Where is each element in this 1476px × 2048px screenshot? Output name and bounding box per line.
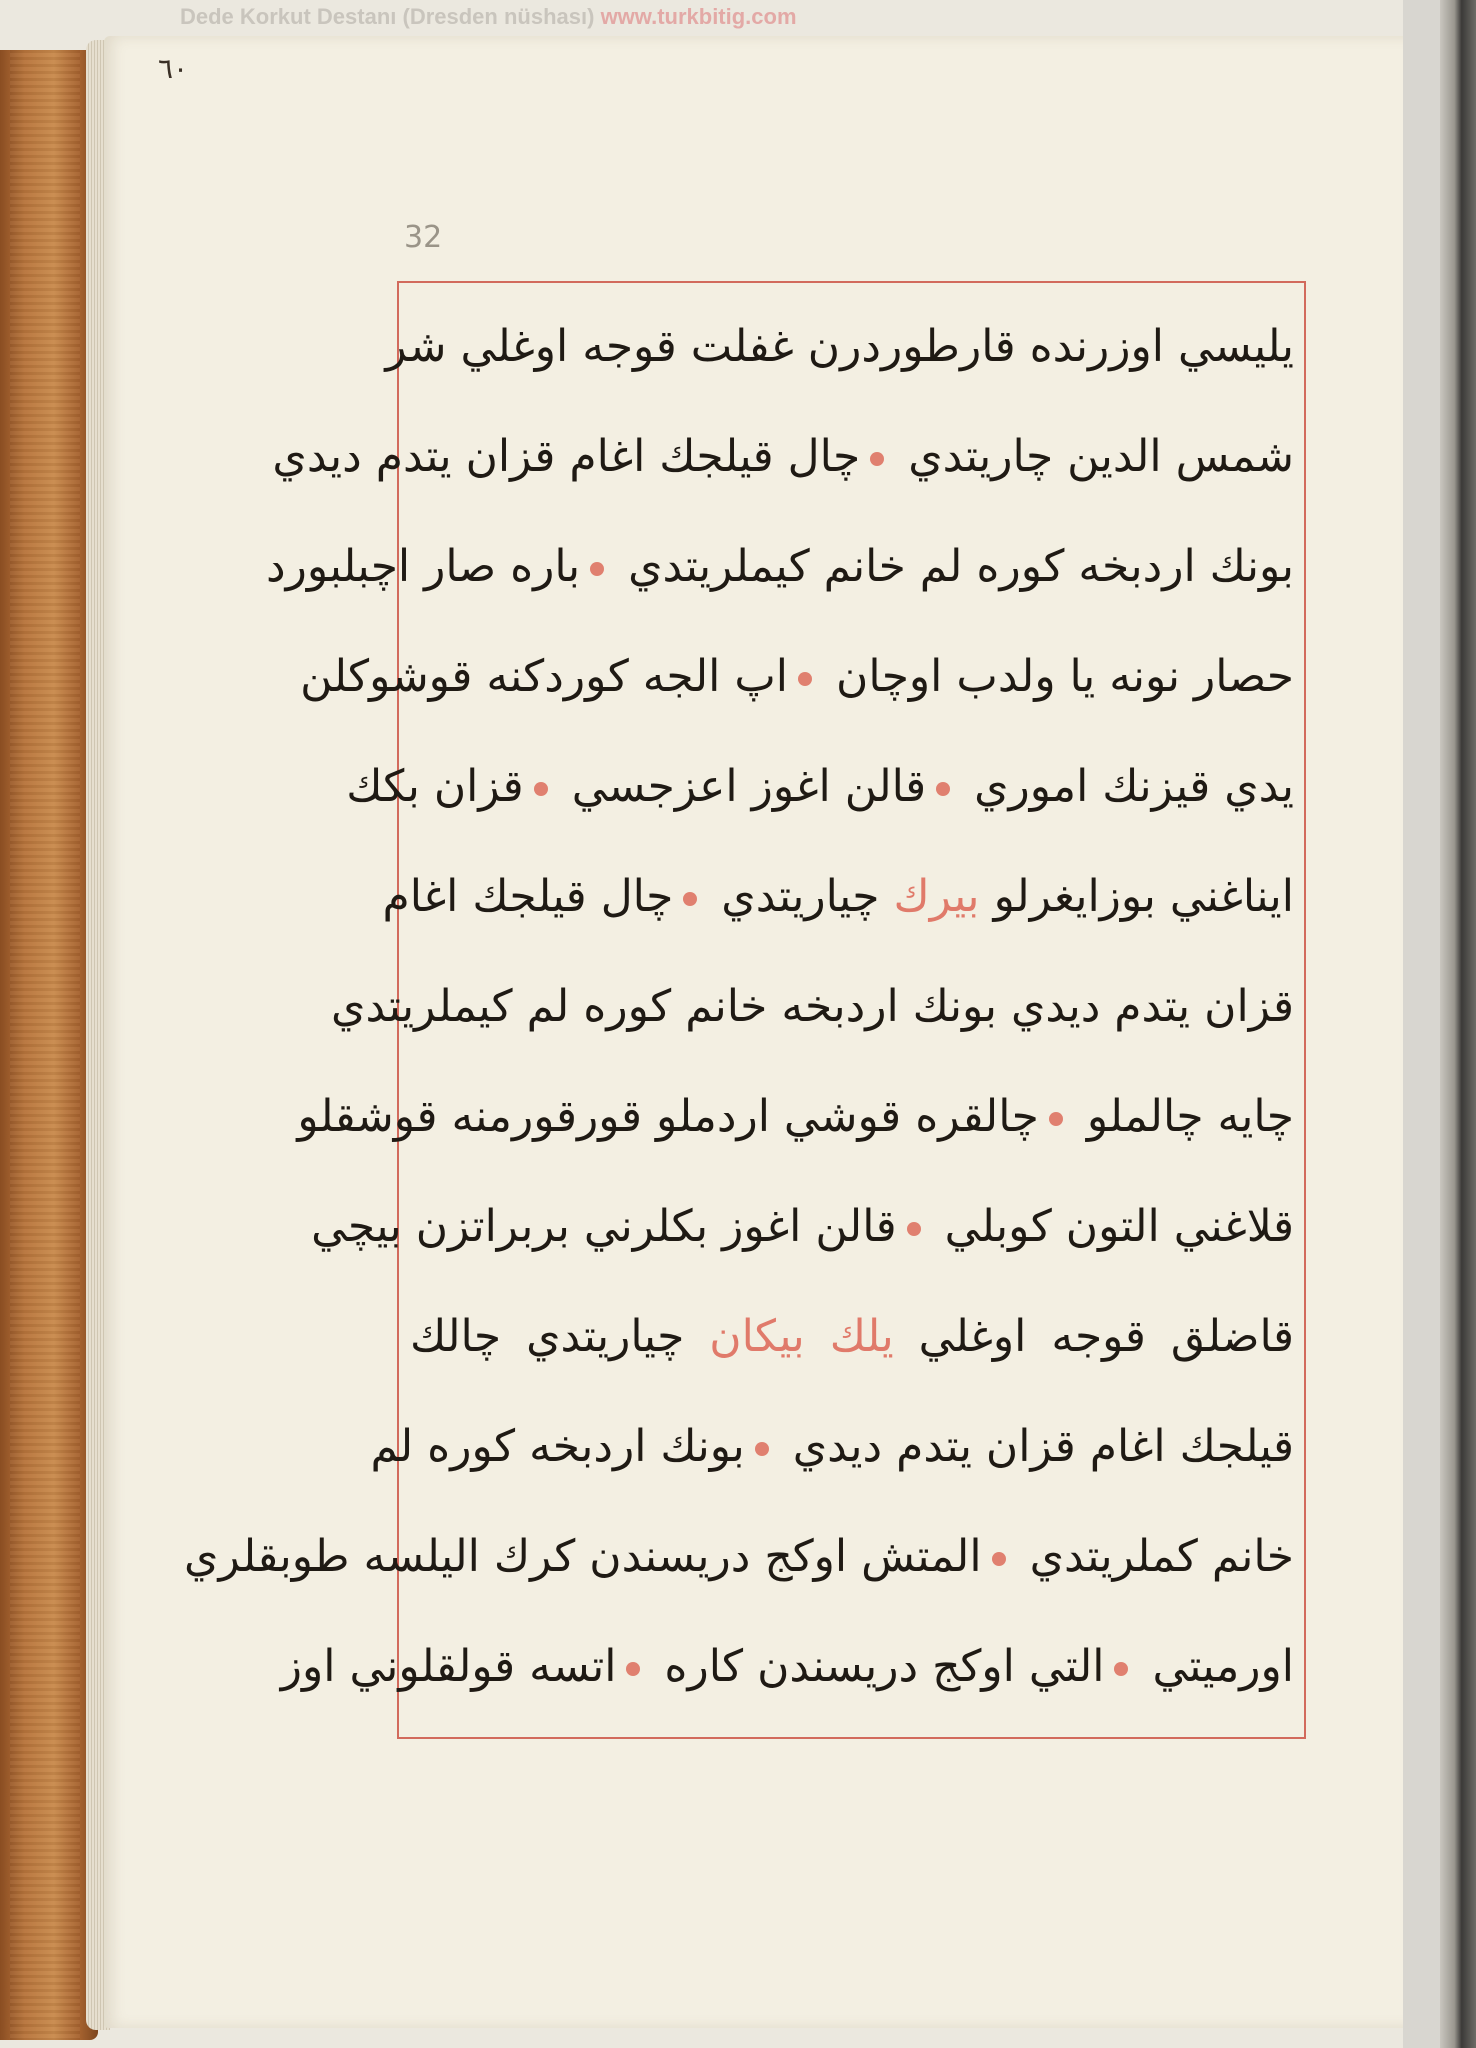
line-text: قاضلق قوجه اوغلي xyxy=(918,1311,1294,1362)
manuscript-line xyxy=(370,1392,1294,1502)
rubric-word: بيرك xyxy=(893,871,980,922)
line-text: التي اوكج دريسندن كاره xyxy=(664,1641,1105,1692)
manuscript-line xyxy=(266,512,1294,622)
manuscript-line xyxy=(331,952,1294,1062)
line-text: قالن اغوز بكلرني بربراتزن بيچي xyxy=(311,1201,897,1252)
manuscript-line xyxy=(280,1612,1294,1722)
rubric-dot xyxy=(683,892,697,906)
rubric-dot xyxy=(907,1222,921,1236)
source-caption-link[interactable]: www.turkbitig.com xyxy=(600,4,797,29)
rubric-dot xyxy=(870,452,884,466)
line-text: ايناغني بوزايغرلو xyxy=(993,871,1294,922)
line-text: اورميتي xyxy=(1152,1641,1294,1692)
manuscript-line xyxy=(311,1172,1294,1282)
line-text: بونك اردبخه كوره لم xyxy=(370,1421,745,1472)
line-text: چال قيلجك اغام xyxy=(382,871,674,922)
manuscript-line xyxy=(385,292,1294,402)
rubric-dot xyxy=(626,1662,640,1676)
book-binding xyxy=(0,50,98,2040)
manuscript-line xyxy=(382,842,1294,952)
rubric-dot xyxy=(992,1552,1006,1566)
line-text: قزان بكك xyxy=(346,761,524,812)
rubric-dot xyxy=(755,1442,769,1456)
line-text: قيلجك اغام قزان يتدم ديدي xyxy=(792,1421,1294,1472)
line-text: يليسي اوزرنده قارطوردرن غفلت قوجه اوغلي شر xyxy=(385,321,1294,372)
line-text: المتش اوكج دريسندن كرك اليلسه طوبقلري xyxy=(184,1531,982,1582)
source-caption xyxy=(180,4,797,30)
line-text: چياريتدي چالك xyxy=(410,1311,685,1362)
line-text: قلاغني التون كوبلي xyxy=(944,1201,1294,1252)
pencil-page-number: 32 xyxy=(404,220,443,255)
line-text: حصار نونه يا ولدب اوچان xyxy=(836,651,1294,702)
line-text: چايه چالملو xyxy=(1086,1091,1294,1142)
line-text: شمس الدين چاريتدي xyxy=(908,431,1294,482)
manuscript-line xyxy=(346,732,1294,842)
manuscript-line xyxy=(300,622,1294,732)
rubric-dot xyxy=(1114,1662,1128,1676)
text-block xyxy=(184,292,1294,1728)
line-text: چال قيلجك اغام قزان يتدم ديدي xyxy=(272,431,861,482)
rubric-dot xyxy=(1049,1112,1063,1126)
source-caption-title: Dede Korkut Destanı (Dresden nüshası) xyxy=(180,4,595,29)
folio-number: ٦٠ xyxy=(158,52,189,85)
rubric-dot xyxy=(590,562,604,576)
manuscript-line xyxy=(272,402,1294,512)
manuscript-line xyxy=(410,1282,1294,1392)
line-text: چالقره قوشي اردملو قورقورمنه قوشقلو xyxy=(297,1091,1039,1142)
line-text: چياريتدي xyxy=(721,871,880,922)
rubric-word: يلك بيكان xyxy=(709,1311,894,1362)
line-text: قالن اغوز اعزجسي xyxy=(571,761,927,812)
manuscript-line xyxy=(297,1062,1294,1172)
line-text: اتسه قولقلوني اوز xyxy=(280,1641,617,1692)
line-text: قزان يتدم ديدي بونك اردبخه خانم كوره لم كيملريتدي xyxy=(331,981,1294,1032)
right-page-edge xyxy=(1403,0,1441,2048)
line-text: يدي قيزنك اموري xyxy=(974,761,1294,812)
rubric-dot xyxy=(798,672,812,686)
rubric-dot xyxy=(534,782,548,796)
scanner-edge xyxy=(1440,0,1476,2048)
rubric-dot xyxy=(936,782,950,796)
line-text: خانم كملريتدي xyxy=(1029,1531,1294,1582)
manuscript-line xyxy=(184,1502,1294,1612)
line-text: اپ الجه كوردكنه قوشوكلن xyxy=(300,651,789,702)
line-text: باره صار اچبلبورد xyxy=(266,541,581,592)
line-text: بونك اردبخه كوره لم خانم كيملريتدي xyxy=(628,541,1294,592)
